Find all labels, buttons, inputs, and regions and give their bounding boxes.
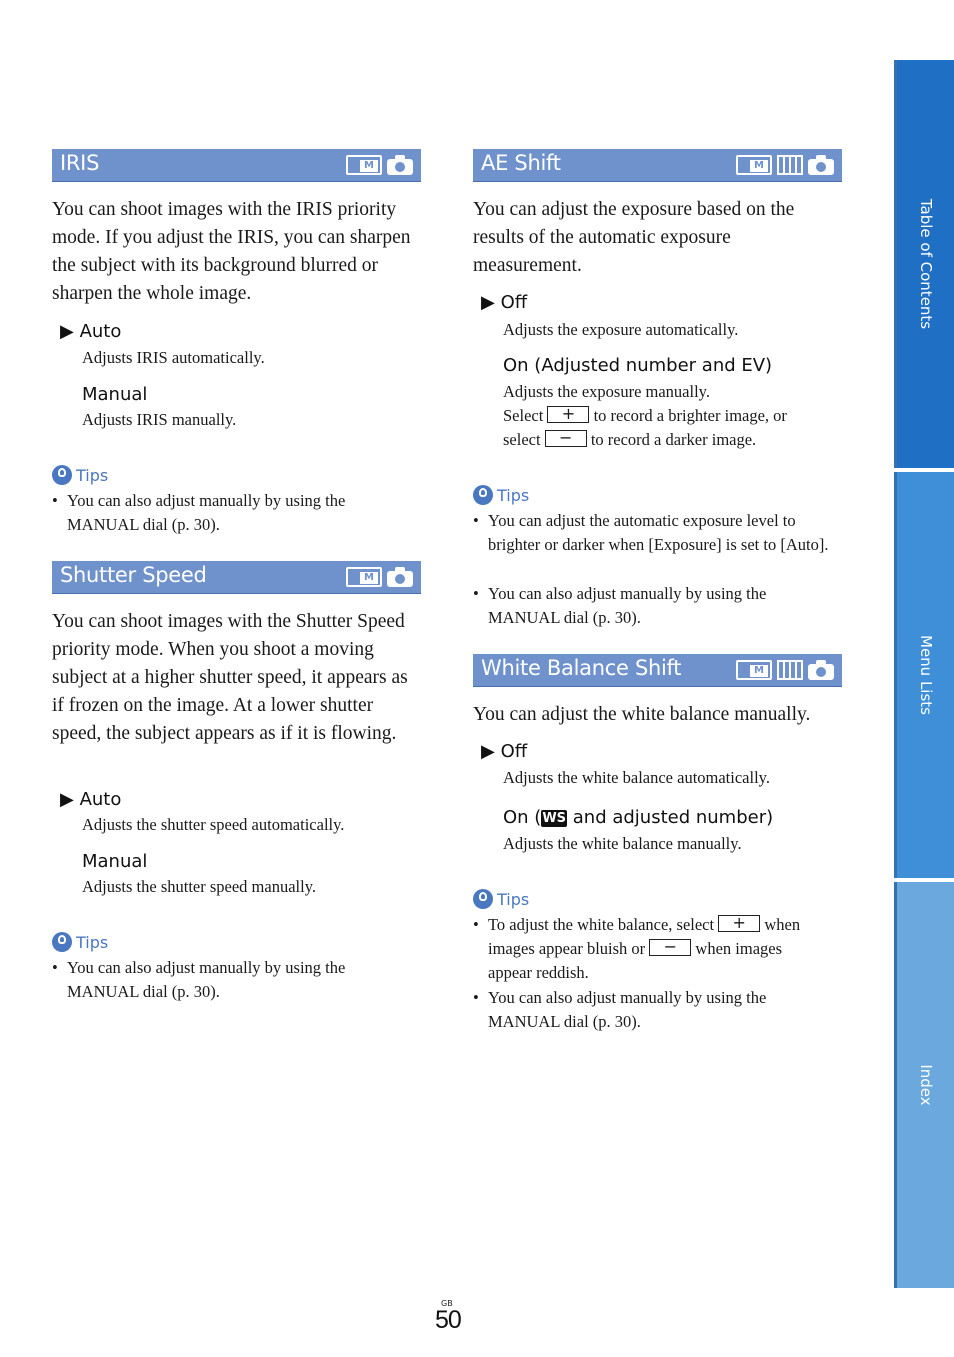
ae-shift-body: You can adjust the exposure based on the results of the automatic exposure measurement. xyxy=(473,199,795,276)
default-arrow-icon: ▶ xyxy=(60,321,74,342)
manual-mode-icon: M xyxy=(346,567,382,587)
ae-shift-tips-label: Tips xyxy=(473,485,529,505)
iris-option-auto-desc: Adjusts IRIS automatically. xyxy=(82,348,265,367)
shutter-title: Shutter Speed xyxy=(60,563,207,587)
ae-shift-header xyxy=(473,149,842,182)
wb-shift-tip-2: • You can also adjust manually by using the MANUAL dial (p. 30). xyxy=(473,988,767,1031)
shutter-option-manual: Manual xyxy=(82,851,148,872)
iris-option-manual-desc: Adjusts IRIS manually. xyxy=(82,410,237,429)
iris-option-manual: Manual xyxy=(82,384,148,405)
shutter-option-auto: ▶ Auto xyxy=(60,789,122,810)
shutter-body: You can shoot images with the Shutter Speed priority mode. When you shoot a moving subject at a higher shutter speed, it appears as if frozen on the image. At a lower shutter speed, the subject appears as if it is flowing. xyxy=(52,611,408,744)
wb-shift-tips-label: Tips xyxy=(473,889,529,909)
camera-icon xyxy=(808,155,834,175)
ae-shift-option-on: On (Adjusted number and EV) xyxy=(503,355,773,376)
default-arrow-icon: ▶ xyxy=(481,292,495,313)
iris-mode-icons xyxy=(346,154,413,176)
wb-shift-option-on-desc: Adjusts the white balance manually. xyxy=(503,834,742,853)
shutter-header xyxy=(52,561,421,594)
minus-button-icon: − xyxy=(545,430,587,447)
region-code: GB xyxy=(441,1299,453,1308)
tab-menu-lists-label: Menu Lists xyxy=(916,635,935,715)
tab-index[interactable] xyxy=(894,882,954,1288)
iris-tips-label: Tips xyxy=(52,465,108,485)
lightbulb-icon xyxy=(52,465,72,485)
iris-header xyxy=(52,149,421,182)
wb-shift-option-off: ▶ Off xyxy=(481,741,528,762)
ae-shift-title: AE Shift xyxy=(481,151,561,175)
wb-shift-option-on: On (WS and adjusted number) xyxy=(503,807,774,828)
wb-shift-header xyxy=(473,654,842,687)
plus-button-icon: + xyxy=(547,406,589,423)
ae-shift-tip-2: • You can also adjust manually by using the MANUAL dial (p. 30). xyxy=(473,584,767,627)
camera-icon xyxy=(387,155,413,175)
shutter-option-auto-desc: Adjusts the shutter speed automatically. xyxy=(82,815,345,834)
iris-title: IRIS xyxy=(60,151,100,175)
shutter-mode-icons xyxy=(346,566,413,588)
movie-icon xyxy=(777,155,803,175)
camera-icon xyxy=(387,567,413,587)
lightbulb-icon xyxy=(473,485,493,505)
ae-shift-option-on-desc: Adjusts the exposure manually. Select + to record a brighter image, or select − to record a darker image. xyxy=(503,382,787,449)
manual-mode-icon: M xyxy=(736,660,772,680)
ae-shift-option-off: ▶ Off xyxy=(481,292,528,313)
shutter-tip-1: • You can also adjust manually by using the MANUAL dial (p. 30). xyxy=(52,958,346,1001)
plus-button-icon: + xyxy=(718,915,760,932)
tab-table-of-contents[interactable] xyxy=(894,60,954,468)
tab-table-of-contents-label: Table of Contents xyxy=(916,198,935,330)
tab-menu-lists[interactable] xyxy=(894,472,954,878)
wb-shift-mode-icons xyxy=(736,659,834,681)
iris-option-auto: ▶ Auto xyxy=(60,321,122,342)
minus-button-icon: − xyxy=(649,939,691,956)
default-arrow-icon: ▶ xyxy=(481,741,495,762)
lightbulb-icon xyxy=(52,932,72,952)
manual-mode-icon: M xyxy=(346,155,382,175)
ae-shift-option-off-desc: Adjusts the exposure automatically. xyxy=(503,320,739,339)
default-arrow-icon: ▶ xyxy=(60,789,74,810)
movie-icon xyxy=(777,660,803,680)
iris-body: You can shoot images with the IRIS priority mode. If you adjust the IRIS, you can sharpen the subject with its background blurred or sharpen the whole image. xyxy=(52,199,411,304)
ae-shift-mode-icons xyxy=(736,154,834,176)
wb-shift-option-off-desc: Adjusts the white balance automatically. xyxy=(503,768,770,787)
ae-shift-tip-1: • You can adjust the automatic exposure level to brighter or darker when [Exposure] is set to [Auto]. xyxy=(473,511,829,554)
wb-shift-title: White Balance Shift xyxy=(481,656,682,680)
lightbulb-icon xyxy=(473,889,493,909)
page-number: 50 xyxy=(435,1306,461,1334)
iris-tip-1: • You can also adjust manually by using the MANUAL dial (p. 30). xyxy=(52,491,346,534)
shutter-tips-label: Tips xyxy=(52,932,108,952)
wb-shift-body: You can adjust the white balance manually. xyxy=(473,704,811,725)
ws-icon: WS xyxy=(542,811,567,826)
tab-index-label: Index xyxy=(916,1064,935,1106)
camera-icon xyxy=(808,660,834,680)
wb-shift-tip-1: • To adjust the white balance, select + when images appear bluish or − when images appear reddish. xyxy=(473,913,801,982)
shutter-option-manual-desc: Adjusts the shutter speed manually. xyxy=(82,877,317,896)
manual-mode-icon: M xyxy=(736,155,772,175)
